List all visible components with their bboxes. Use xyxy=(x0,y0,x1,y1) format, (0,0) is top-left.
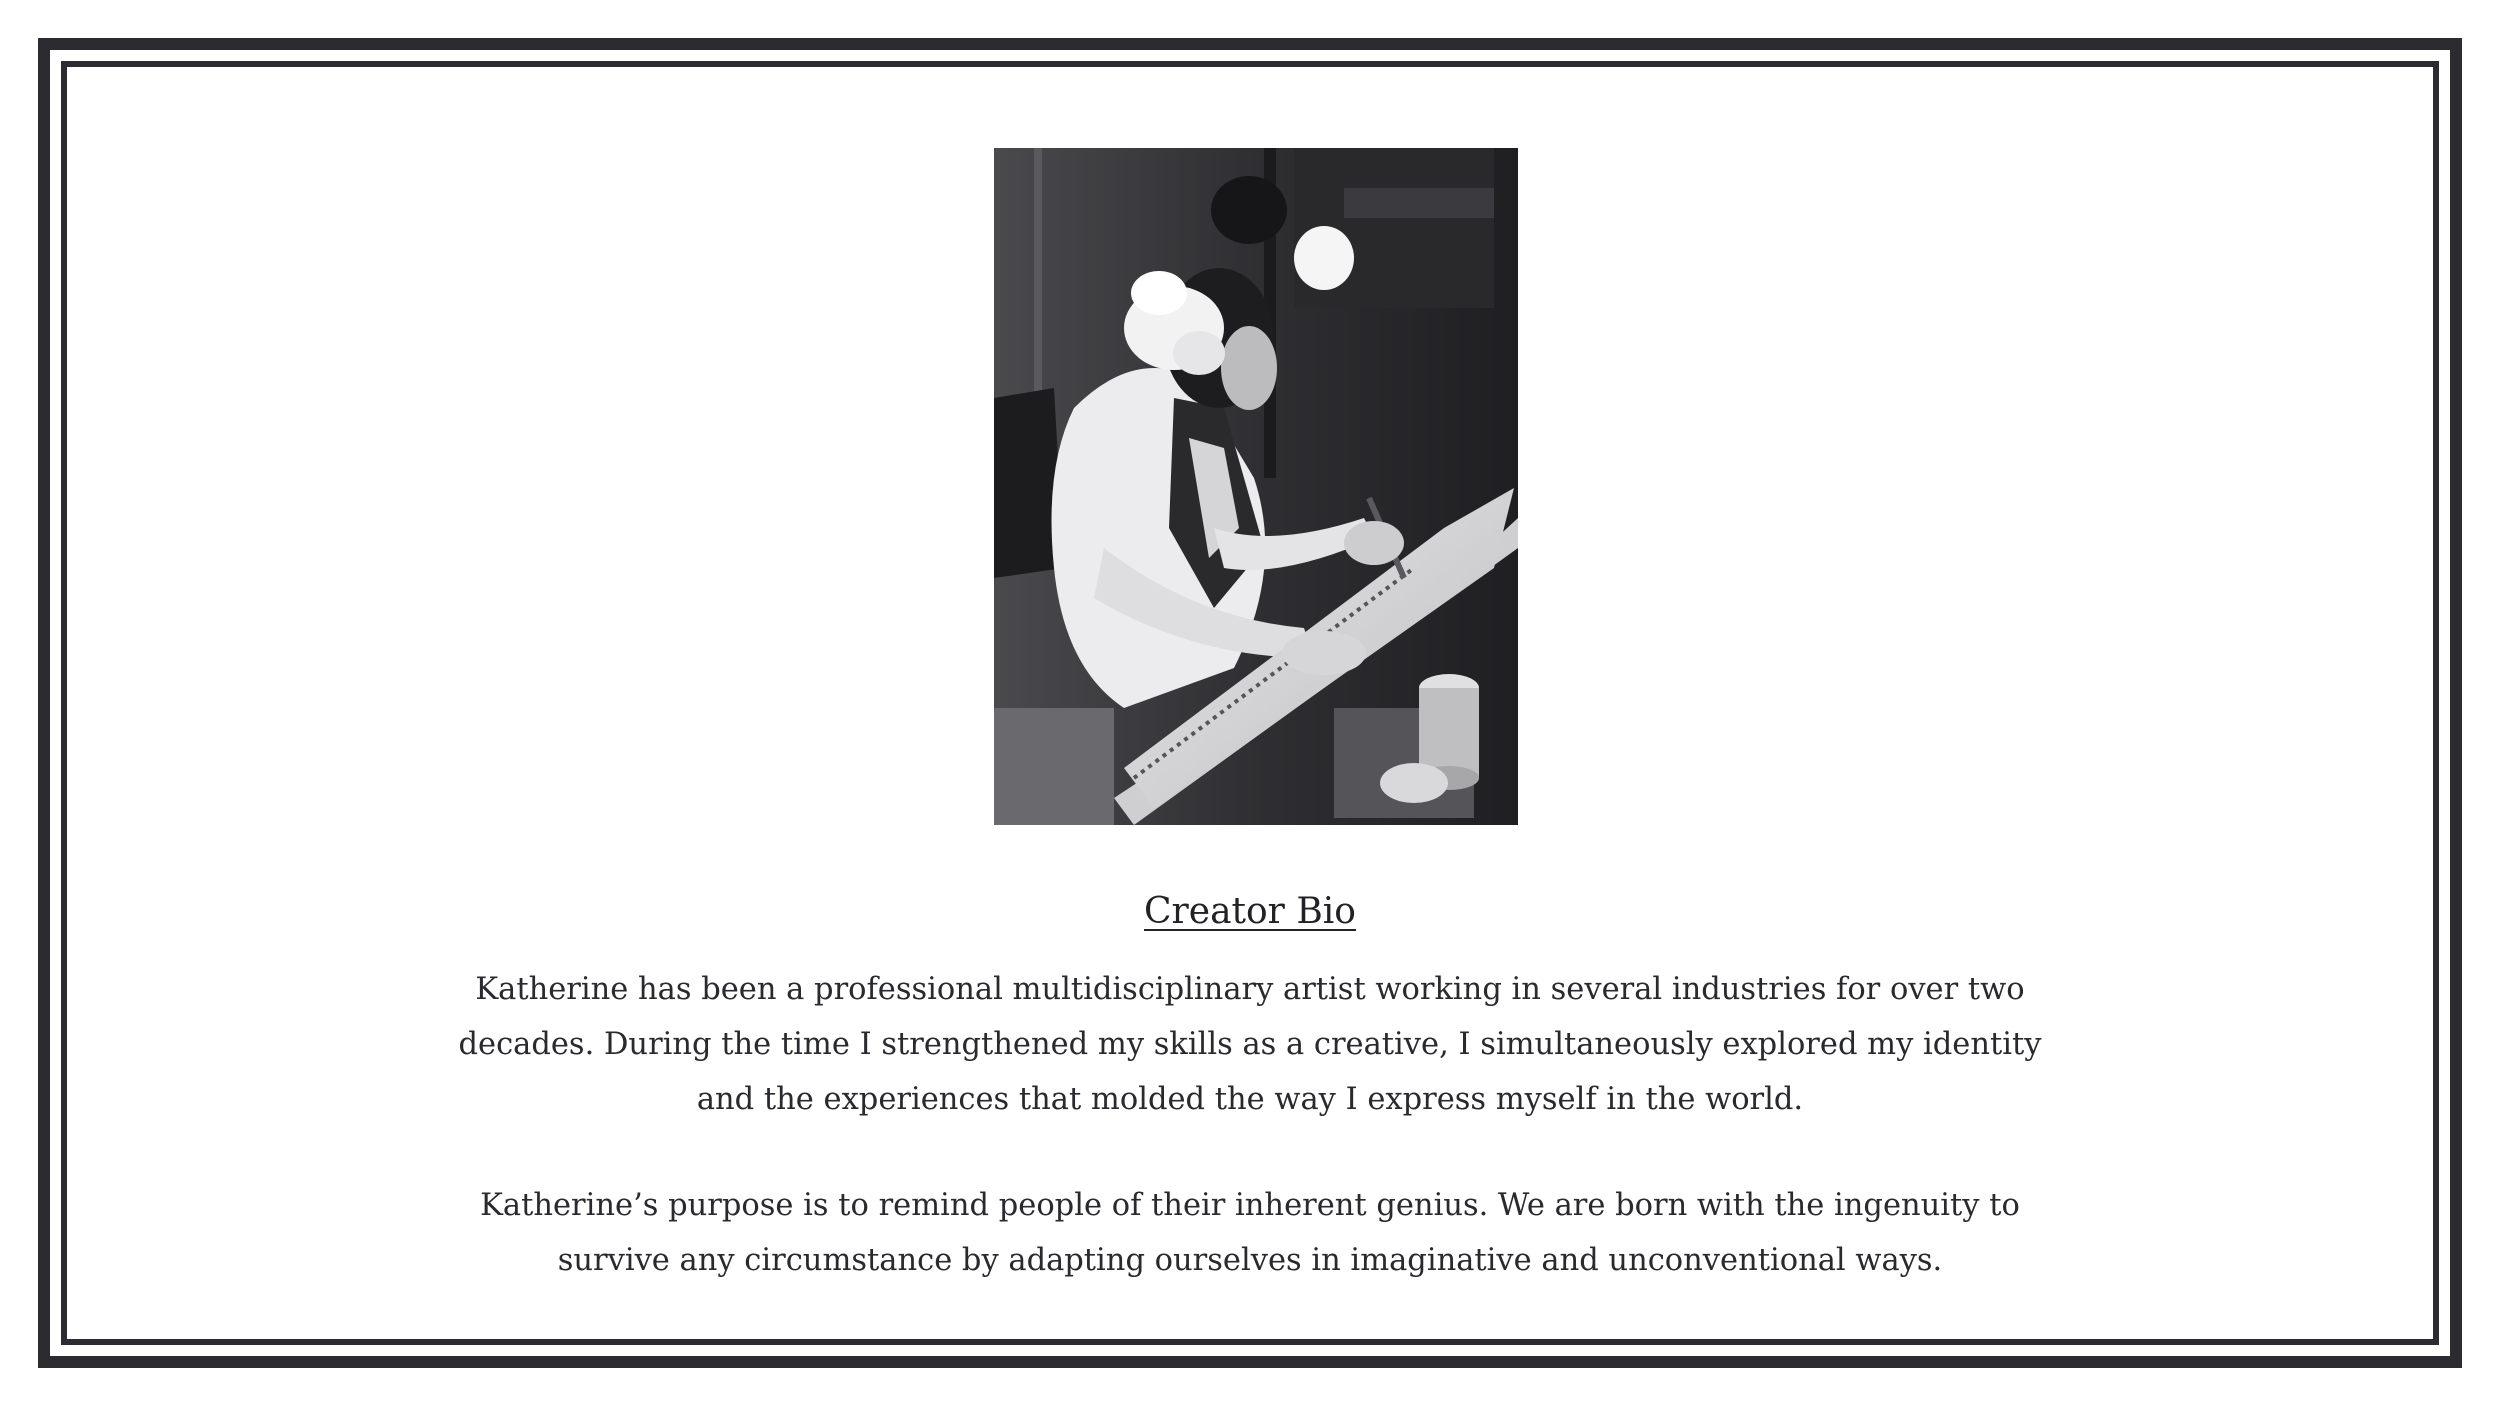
creator-bio-heading: Creator Bio xyxy=(1144,891,1356,932)
bio-paragraph-1: Katherine has been a professional multidisciplinary artist working in several industries for over two decades. During the time I strengthened my skills as a creative, I simultaneously explored my identity and the experiences that molded the way I express myself in the world. xyxy=(458,972,2042,1117)
artist-photo xyxy=(994,148,1518,825)
bio-paragraph-2: Katherine’s purpose is to remind people of their inherent genius. We are born with the ingenuity to survive any circumstance by adapting ourselves in imaginative and unconventional ways. xyxy=(480,1188,2020,1278)
